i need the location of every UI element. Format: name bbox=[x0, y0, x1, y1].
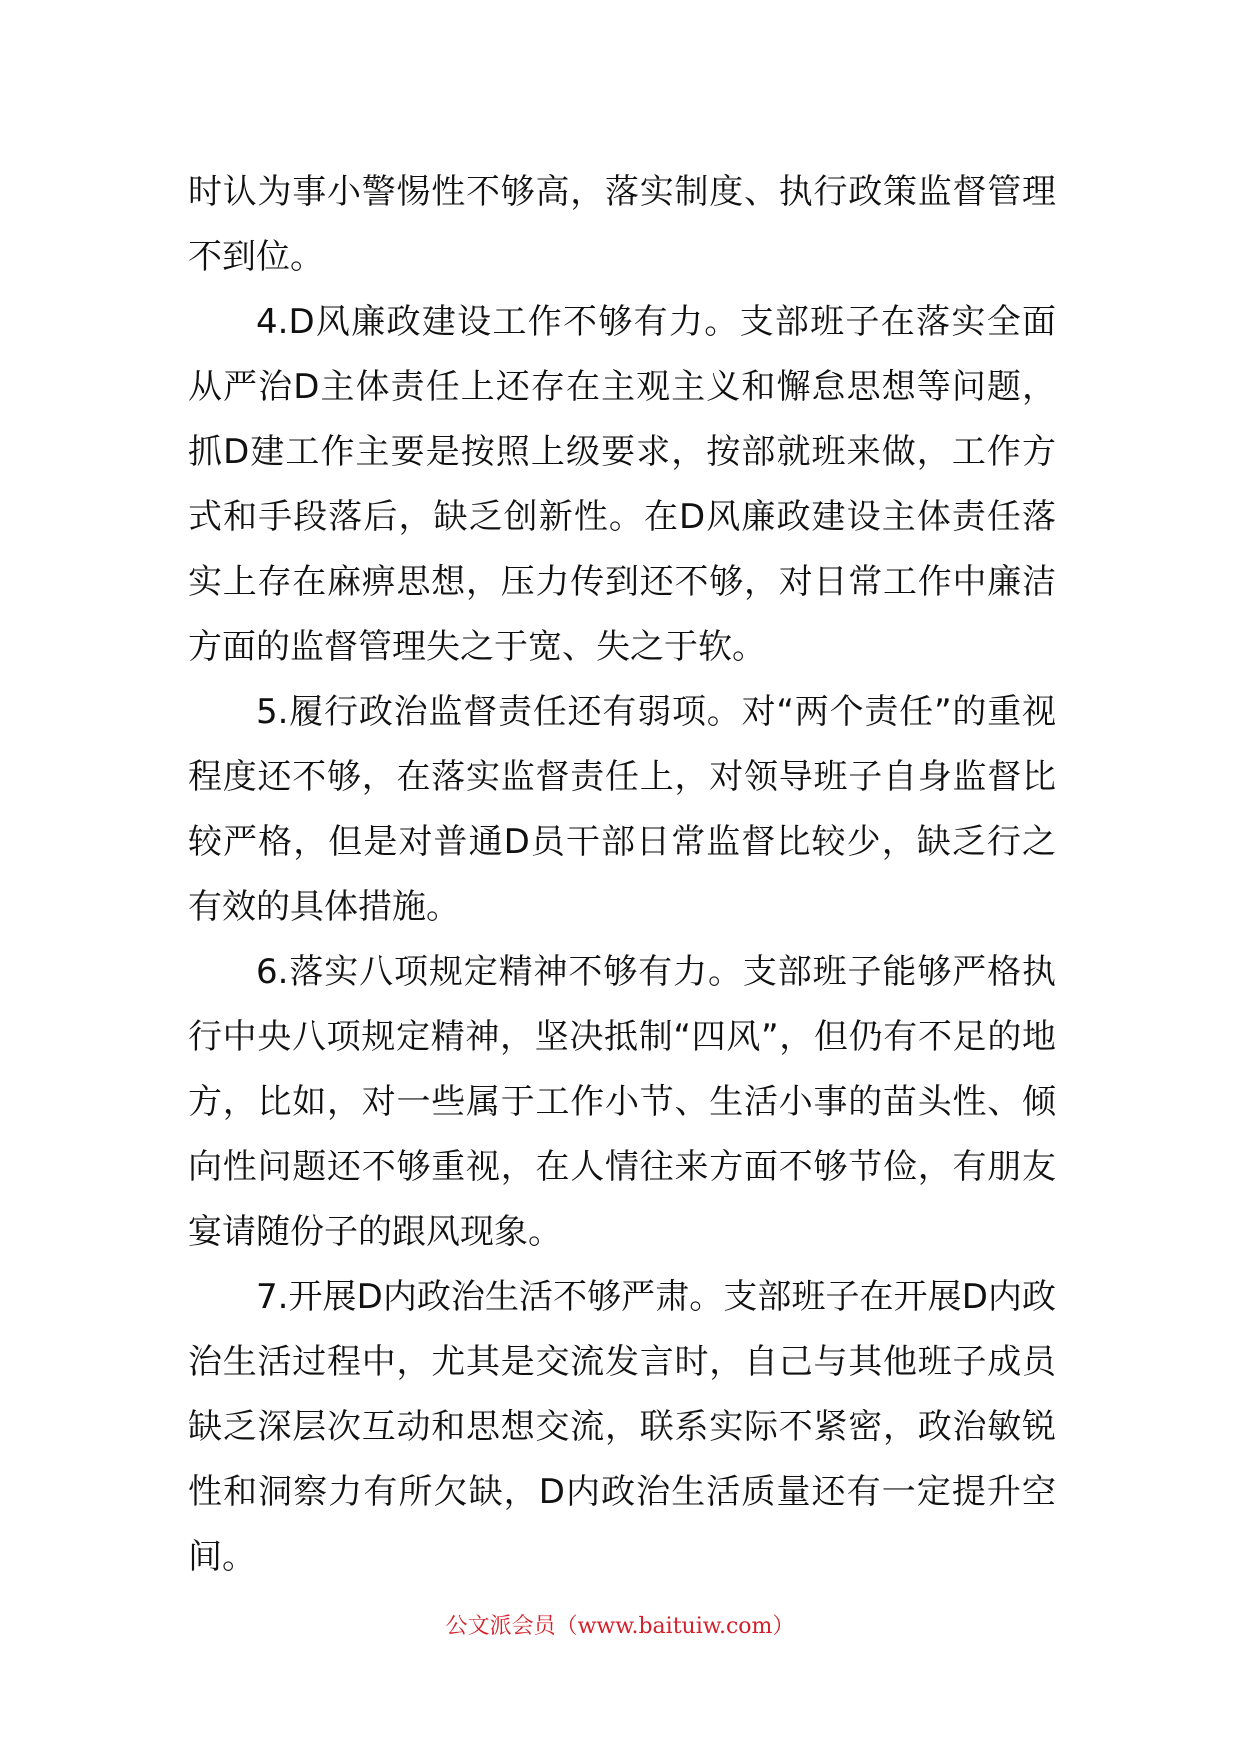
footer-watermark-text: 公文派会员（www.baituiw.com） bbox=[445, 1614, 795, 1639]
paragraph-item-5: 5.履行政治监督责任还有弱项。对“两个责任”的重视程度还不够，在落实监督责任上，对领导班子自身监督比较严格，但是对普通D员干部日常监督比较少，缺乏行之有效的具体措施。 bbox=[188, 692, 1056, 927]
document-body bbox=[188, 160, 1056, 1590]
paragraph-item-7: 7.开展D内政治生活不够严肃。支部班子在开展D内政治生活过程中，尤其是交流发言时，自己与其他班子成员缺乏深层次互动和思想交流，联系实际不紧密，政治敏锐性和洞察力有所欠缺，D内政治生活质量还有一定提升空间。 bbox=[188, 1277, 1056, 1577]
paragraph-item-6: 6.落实八项规定精神不够有力。支部班子能够严格执行中央八项规定精神，坚决抵制“四风”，但仍有不足的地方，比如，对一些属于工作小节、生活小事的苗头性、倾向性问题还不够重视，在人情往来方面不够节俭，有朋友宴请随份子的跟风现象。 bbox=[188, 952, 1056, 1252]
paragraph-item-4: 4.D风廉政建设工作不够有力。支部班子在落实全面从严治D主体责任上还存在主观主义和懈怠思想等问题，抓D建工作主要是按照上级要求，按部就班来做，工作方式和手段落后，缺乏创新性。在D风廉政建设主体责任落实上存在麻痹思想，压力传到还不够，对日常工作中廉洁方面的监督管理失之于宽、失之于软。 bbox=[188, 302, 1056, 667]
paragraph-continuation: 时认为事小警惕性不够高，落实制度、执行政策监督管理不到位。 bbox=[188, 172, 1056, 277]
